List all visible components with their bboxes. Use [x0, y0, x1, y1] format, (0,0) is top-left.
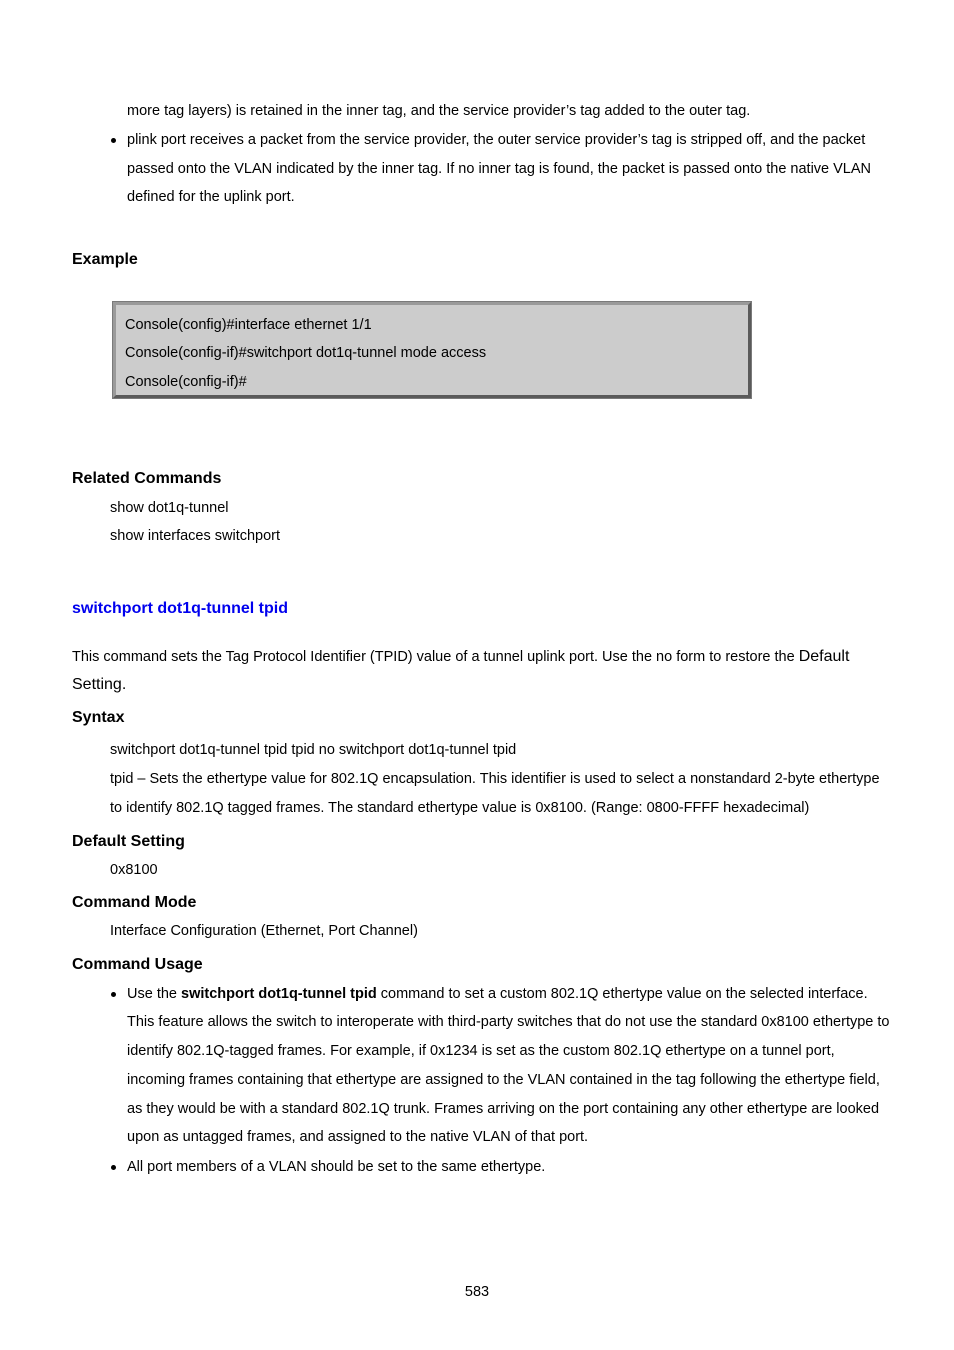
usage-command-name: switchport dot1q-tunnel tpid: [181, 986, 377, 1002]
uplink-bullet-line-3: defined for the uplink port.: [127, 189, 295, 205]
related-command-item: show interfaces switchport: [110, 528, 281, 544]
usage-text: command to set a custom 802.1Q ethertype value on the selected interface.: [376, 986, 868, 1002]
usage-bullet-1-line-2: This feature allows the switch to interoperate with third-party switches that do not use the standard 0x8100 ethertype to: [127, 1014, 890, 1030]
console-line: Console(config)#interface ethernet 1/1: [125, 317, 372, 333]
bullet-marker: [111, 1165, 116, 1170]
related-commands-heading: Related Commands: [72, 470, 222, 487]
example-heading: Example: [72, 251, 138, 268]
usage-bullet-1-line-5: as they would be with a standard 802.1Q trunk. Frames arriving on the port containing any other ethertype are looked: [127, 1101, 880, 1117]
usage-bullet-1-line-4: incoming frames containing that ethertype are assigned to the VLAN contained in the tag following the ethertype field,: [127, 1072, 880, 1088]
command-mode-heading: Command Mode: [72, 894, 197, 911]
command-title: switchport dot1q-tunnel tpid: [72, 600, 288, 617]
command-usage-heading: Command Usage: [72, 956, 203, 973]
console-example-box: [113, 302, 751, 398]
usage-bullet-2: All port members of a VLAN should be set to the same ethertype.: [127, 1159, 546, 1175]
syntax-line-3: to identify 802.1Q tagged frames. The standard ethertype value is 0x8100. (Range: 0800-FFFF hexadecimal): [110, 800, 810, 816]
syntax-line-1: switchport dot1q-tunnel tpid tpid no switchport dot1q-tunnel tpid: [110, 742, 517, 758]
uplink-bullet-line-2: passed onto the VLAN indicated by the inner tag. If no inner tag is found, the packet is passed onto the native VLAN: [127, 161, 872, 177]
command-mode-value: Interface Configuration (Ethernet, Port Channel): [110, 923, 418, 939]
bullet-marker: [111, 992, 116, 997]
default-setting-heading: Default Setting: [72, 833, 185, 850]
intro-text-line: more tag layers) is retained in the inner tag, and the service provider’s tag added to the outer tag.: [127, 103, 751, 119]
page-number: 583: [464, 1284, 490, 1300]
usage-bullet-1-line-1: [127, 987, 868, 1002]
syntax-heading: Syntax: [72, 709, 125, 726]
uplink-bullet-line-1: plink port receives a packet from the service provider, the outer service provider’s tag is stripped off, and the packet: [127, 132, 866, 148]
syntax-line-2: tpid – Sets the ethertype value for 802.1Q encapsulation. This identifier is used to select a nonstandard 2-byte ethertype: [110, 771, 880, 787]
console-line: Console(config-if)#switchport dot1q-tunnel mode access: [125, 345, 487, 361]
usage-bullet-1-line-6: upon as untagged frames, and assigned to the native VLAN of that port.: [127, 1129, 589, 1145]
command-description-line-2: Setting.: [72, 676, 127, 693]
console-line: Console(config-if)#: [125, 374, 247, 390]
related-command-item: show dot1q-tunnel: [110, 500, 229, 516]
bullet-marker: [111, 138, 116, 143]
command-description-default: Default: [798, 648, 850, 665]
usage-bullet-1-line-3: identify 802.1Q-tagged frames. For example, if 0x1234 is set as the custom 802.1Q ethertype on a tunnel port,: [127, 1043, 835, 1059]
default-setting-value: 0x8100: [110, 862, 158, 878]
usage-text: Use the: [127, 986, 181, 1002]
command-description-line-1: [72, 649, 849, 665]
command-description-text: This command sets the Tag Protocol Identifier (TPID) value of a tunnel uplink port. Use the no form to restore the: [72, 649, 799, 665]
